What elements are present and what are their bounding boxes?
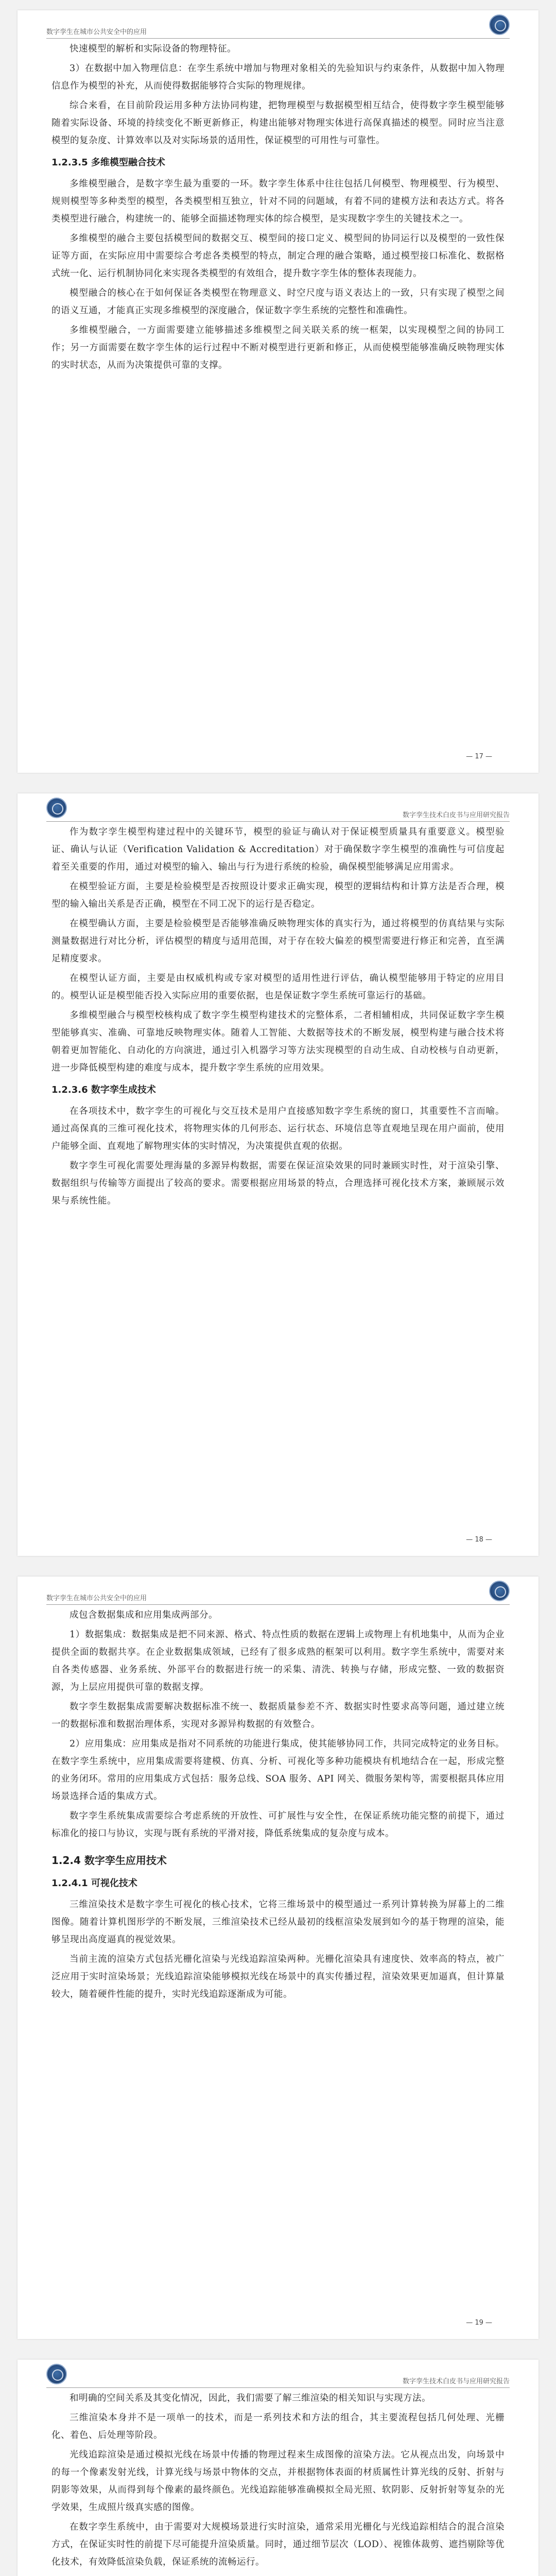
body-paragraph: 在数字孪生系统中，由于需要对大规模场景进行实时渲染，通常采用光栅化与光线追踪相结合的混合渲染方式，在保证实时性的前提下尽可能提升渲染质量。同时，通过细节层次（LOD）、视锥体裁剪、遮挡剔除等优化技术，有效降低渲染负载，保证系统的流畅运行。 [51, 2522, 505, 2567]
body-paragraph: 在各项技术中，数字孪生的可视化与交互技术是用户直接感知数字孪生系统的窗口，其重要性不言而喻。通过高保真的三维可视化技术，将物理实体的几何形态、运行状态、环境信息等直观地呈现在用户面前，使用户能够全面、直观地了解物理实体的实时情况，为决策提供直观的依据。 [51, 1106, 505, 1151]
body-paragraph: 多维模型融合，一方面需要建立能够描述多维模型之间关联关系的统一框架，以实现模型之间的协同工作；另一方面需要在数字孪生体的运行过程中不断对模型进行更新和修正，从而使模型能够准确反映物理实体的实时状态，从而为决策提供可靠的支撑。 [51, 325, 505, 370]
institution-seal-icon [489, 1581, 510, 1601]
body-paragraph [51, 2573, 505, 2576]
body-paragraph: 快速模型的解析和实际设备的物理特征。 [70, 44, 236, 54]
section-heading: 1.2.4.1 可视化技术 [51, 1878, 137, 1889]
body-paragraph: 综合来看，在目前阶段运用多种方法协同构建，把物理模型与数据模型相互结合，使得数字孪生模型能够随着实际设备、环境的持续变化不断更新修正，构建出能够对物理实体进行高保真描述的模型。同时应当注意模型的复杂度、计算效率以及对实际场景的适用性，保证模型的可用性与可靠性。 [51, 100, 505, 146]
page-number: — 19 — [466, 2319, 492, 2327]
body-paragraph: 光线追踪渲染是通过模拟光线在场景中传播的物理过程来生成图像的渲染方法。它从视点出发，向场景中的每一个像素发射光线，计算光线与场景中物体的交点，并根据物体表面的材质属性计算光线的反射、折射与阴影等效果，从而得到每个像素的最终颜色。光线追踪能够准确模拟全局光照、软阴影、反射折射等复杂的光学效果，生成照片级真实感的图像。 [51, 2450, 505, 2513]
body-paragraph: 在模型验证方面，主要是检验模型是否按照设计要求正确实现，模型的逻辑结构和计算方法是否合理，模型的输入输出关系是否正确，模型在不同工况下的运行是否稳定。 [51, 882, 505, 909]
body-paragraph: 模型融合的核心在于如何保证各类模型在物理意义、时空尺度与语义表达上的一致，只有实现了模型之间的语义互通，才能真正实现多维模型的深度融合，保证数字孪生系统的完整性和准确性。 [51, 288, 505, 316]
page-header [46, 804, 510, 822]
body-paragraph: 多维模型融合与模型校核构成了数字孪生模型构建技术的完整体系，二者相辅相成，共同保证数字孪生模型能够真实、准确、可靠地反映物理实体。随着人工智能、大数据等技术的不断发展，模型构建与融合技术将朝着更加智能化、自动化的方向演进，通过引入机器学习等方法实现模型的自动生成、自动校核与自动更新，进一步降低模型构建的难度与成本，提升数字孪生系统的应用效果。 [51, 1010, 505, 1073]
body-paragraph: 和明确的空间关系及其变化情况，因此，我们需要了解三维渲染的相关知识与实现方法。 [70, 2393, 431, 2403]
section-heading: 1.2.3.5 多维模型融合技术 [51, 157, 165, 168]
body-paragraph: 在模型确认方面，主要是检验模型是否能够准确反映物理实体的真实行为，通过将模型的仿真结果与实际测量数据进行对比分析，评估模型的精度与适用范围，对于存在较大偏差的模型需要进行修正和完善，直至满足精度要求。 [51, 919, 505, 964]
page-number: — 17 — [466, 753, 492, 760]
body-paragraph: 作为数字孪生模型构建过程中的关键环节，模型的验证与确认对于保证模型质量具有重要意义。模型验证、确认与认证（Verification Validation & Accreditation）对于确保数字孪生模型的准确性与可信度起着至关重要的作用，通过对模型的输入、输出与行为进行系统的检验，确保模型能够满足应用需求。 [51, 827, 505, 872]
header-title: 数字孪生技术白皮书与应用研究报告 [402, 811, 510, 819]
body-paragraph: 多维模型融合，是数字孪生最为重要的一环。数字孪生体系中往往包括几何模型、物理模型、行为模型、规则模型等多种类型的模型，各类模型相互独立，针对不同的问题域，有着不同的建模方法和表达方式。将各类模型进行融合，构建统一的、能够全面描述物理实体的综合模型，是实现数字孪生的关键技术之一。 [51, 179, 505, 224]
body-paragraph: 数字孪生可视化需要处理海量的多源异构数据，需要在保证渲染效果的同时兼顾实时性，对于渲染引擎、数据组织与传输等方面提出了较高的要求。需要根据应用场景的特点，合理选择可视化技术方案，兼顾展示效果与系统性能。 [51, 1161, 505, 1206]
body-paragraph: 1）数据集成：数据集成是把不同来源、格式、特点性质的数据在逻辑上或物理上有机地集中，从而为企业提供全面的数据共享。在企业数据集成领域，已经有了很多成熟的框架可以利用。数字孪生系统中，需要对来自各类传感器、业务系统、外部平台的数据进行统一的采集、清洗、转换与存储，形成完整、一致的数据资源，为上层应用提供可靠的数据支撑。 [51, 1630, 505, 1692]
document-page [18, 793, 538, 1556]
body-paragraph: 2）应用集成：应用集成是指对不同系统的功能进行集成，使其能够协同工作，共同完成特定的业务目标。在数字孪生系统中，应用集成需要将建模、仿真、分析、可视化等多种功能模块有机地结合在一起，形成完整的业务闭环。常用的应用集成方式包括：服务总线、SOA 服务、API 网关、微服务架构等，需要根据具体应用场景选择合适的集成方式。 [51, 1739, 505, 1802]
body-paragraph: 数字孪生系统集成需要综合考虑系统的开放性、可扩展性与安全性，在保证系统功能完整的前提下，通过标准化的接口与协议，实现与既有系统的平滑对接，降低系统集成的复杂度与成本。 [51, 1811, 505, 1839]
body-paragraph: 当前主流的渲染方式包括光栅化渲染与光线追踪渲染两种。光栅化渲染具有速度快、效率高的特点，被广泛应用于实时渲染场景；光线追踪渲染能够模拟光线在场景中的真实传播过程，渲染效果更加逼真，但计算量较大，随着硬件性能的提升，实时光线追踪逐渐成为可能。 [51, 1954, 505, 1999]
page-header [46, 21, 510, 39]
header-title: 数字孪生在城市公共安全中的应用 [46, 1595, 147, 1602]
institution-seal-icon [46, 798, 67, 818]
body-paragraph: 在模型认证方面，主要是由权威机构或专家对模型的适用性进行评估，确认模型能够用于特定的应用目的。模型认证是模型能否投入实际应用的重要依据，也是保证数字孪生系统可靠运行的基础。 [51, 973, 505, 1001]
page-number: — 18 — [466, 1536, 492, 1544]
body-paragraph: 数字孪生数据集成需要解决数据标准不统一、数据质量参差不齐、数据实时性要求高等问题，通过建立统一的数据标准和数据治理体系，实现对多源异构数据的有效整合。 [51, 1702, 505, 1730]
document-page [18, 1577, 538, 2339]
body-paragraph: 多维模型的融合主要包括模型间的数据交互、模型间的接口定义、模型间的协同运行以及模型的一致性保证等方面，在实际应用中需要综合考虑各类模型的特点，制定合理的融合策略，通过模型接口标准化、数据格式统一化、运行机制协同化来实现各类模型的有效组合，提升数字孪生体的整体表现能力。 [51, 233, 505, 279]
body-paragraph: 三维渲染本身并不是一项单一的技术，而是一系列技术和方法的组合，其主要流程包括几何处理、光栅化、着色、后处理等阶段。 [51, 2413, 505, 2441]
document-page [18, 2360, 538, 2576]
page-header [46, 1587, 510, 1605]
body-paragraph: 3）在数据中加入物理信息：在孪生系统中增加与物理对象相关的先验知识与约束条件，从数据中加入物理信息作为模型的补充，从而使得数据能够符合实际的物理规律。 [51, 63, 505, 91]
chapter-heading: 1.2.4 数字孪生应用技术 [51, 1854, 167, 1867]
document-page [18, 10, 538, 773]
header-title: 数字孪生技术白皮书与应用研究报告 [402, 2378, 510, 2385]
header-title: 数字孪生在城市公共安全中的应用 [46, 28, 147, 36]
institution-seal-icon [489, 14, 510, 35]
page-header [46, 2370, 510, 2388]
institution-seal-icon [46, 2364, 67, 2384]
section-heading: 1.2.3.6 数字孪生成技术 [51, 1084, 156, 1095]
body-paragraph: 成包含数据集成和应用集成两部分。 [70, 1610, 218, 1620]
body-paragraph: 三维渲染技术是数字孪生可视化的核心技术，它将三维场景中的模型通过一系列计算转换为屏幕上的二维图像。随着计算机图形学的不断发展，三维渲染技术已经从最初的线框渲染发展到如今的基于物理的渲染，能够呈现出高度逼真的视觉效果。 [51, 1900, 505, 1945]
